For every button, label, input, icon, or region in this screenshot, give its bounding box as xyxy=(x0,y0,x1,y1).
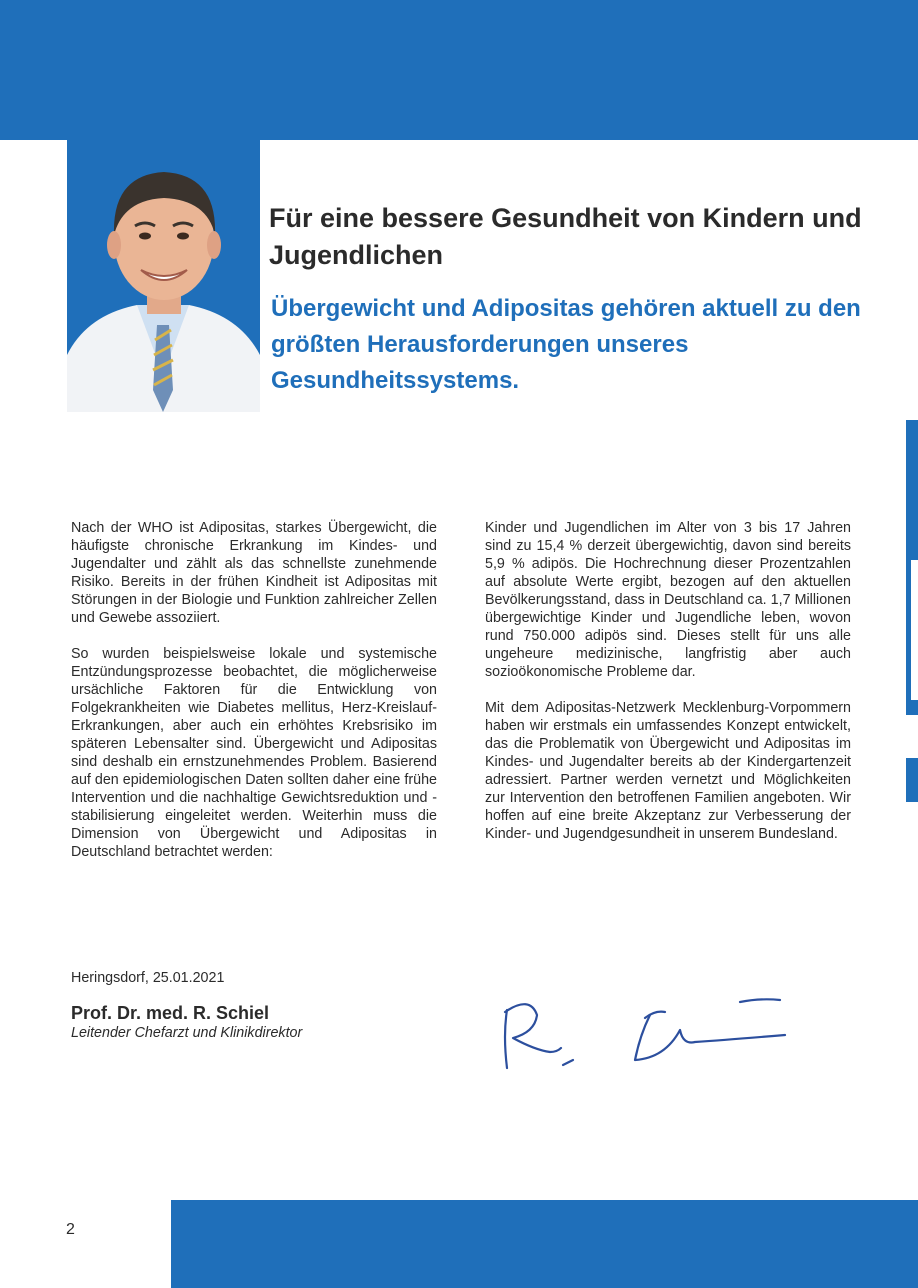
author-role: Leitender Chefarzt und Klinikdirektor xyxy=(71,1025,303,1041)
bottom-footer-band xyxy=(171,1200,918,1288)
page-title: Für eine bessere Gesundheit von Kindern und Jugendlichen xyxy=(269,203,862,270)
body-paragraph: Mit dem Adipositas-Netzwerk Mecklenburg-Vorpommern haben wir erstmals ein umfassendes Konzept entwickelt, das die Problematik von Übergewicht und Adipositas im Kindes- und Jugendalter bereits ab der Kindergartenzeit adressiert. Partner werden vernetzt und Möglichkeiten zur Intervention den betroffenen Familien angeboten. Wir hoffen auf eine breite Akzeptanz zur Verbesserung der Kinder- und Jugendgesundheit in unserem Bundesland. xyxy=(485,700,851,842)
body-column-right xyxy=(485,519,851,861)
body-paragraph: Kinder und Jugendlichen im Alter von 3 bis 17 Jahren sind zu 15,4 % derzeit übergewichtig, davon sind bereits 5,9 % adipös. Die Hochrechnung dieser Prozentzahlen auf absolute Werte ergibt, bezogen auf den aktuellen Bevölkerungsstand, dass in Deutschland ca. 1,7 Millionen übergewichtige Kinder und Jugendliche leben, wovon rund 750.000 adipös sind. Dieses stellt für uns alle ungeheure medizinische, langfristig aber auch sozioökonomische Probleme dar. xyxy=(485,520,851,680)
body-column-left xyxy=(71,519,437,879)
page-subtitle: Übergewicht und Adipositas gehören aktuell zu den größten Herausforderungen unseres Gesundheitssystems. xyxy=(271,295,861,394)
place-date: Heringsdorf, 25.01.2021 xyxy=(71,970,225,986)
handwritten-signature xyxy=(495,990,795,1080)
author-portrait xyxy=(67,140,260,412)
side-tab-marker xyxy=(906,420,918,715)
body-paragraph: Nach der WHO ist Adipositas, starkes Übergewicht, die häufigste chronische Erkrankung im Kindes- und Jugendalter und zählt als das schnellste zunehmende Risiko. Bereits in der frühen Kindheit ist Adipositas mit Störungen in der Biologie und Funktion zahlreicher Zellen und Gewebe assoziiert. xyxy=(71,520,437,626)
page-number: 2 xyxy=(66,1221,75,1238)
body-paragraph: So wurden beispielsweise lokale und systemische Entzündungsprozesse beobachtet, die möglicherweise ursächliche Faktoren für die Entwicklung von Folgekrankheiten wie Diabetes mellitus, Herz-Kreislauf-Erkrankungen, aber auch ein erhöhtes Krebsrisiko im späteren Lebensalter sind. Übergewicht und Adipositas sind deshalb ein ernstzunehmendes Problem. Basierend auf den epidemiologischen Daten sollten daher eine frühe Intervention und die nachhaltige Gewichtsreduktion und -stabilisierung eingeleitet werden. Weiterhin muss die Dimension von Übergewicht und Adipositas in Deutschland betrachtet werden: xyxy=(71,646,437,860)
side-tab-marker-small xyxy=(906,758,918,802)
top-header-band xyxy=(0,0,918,140)
author-name: Prof. Dr. med. R. Schiel xyxy=(71,1003,270,1023)
